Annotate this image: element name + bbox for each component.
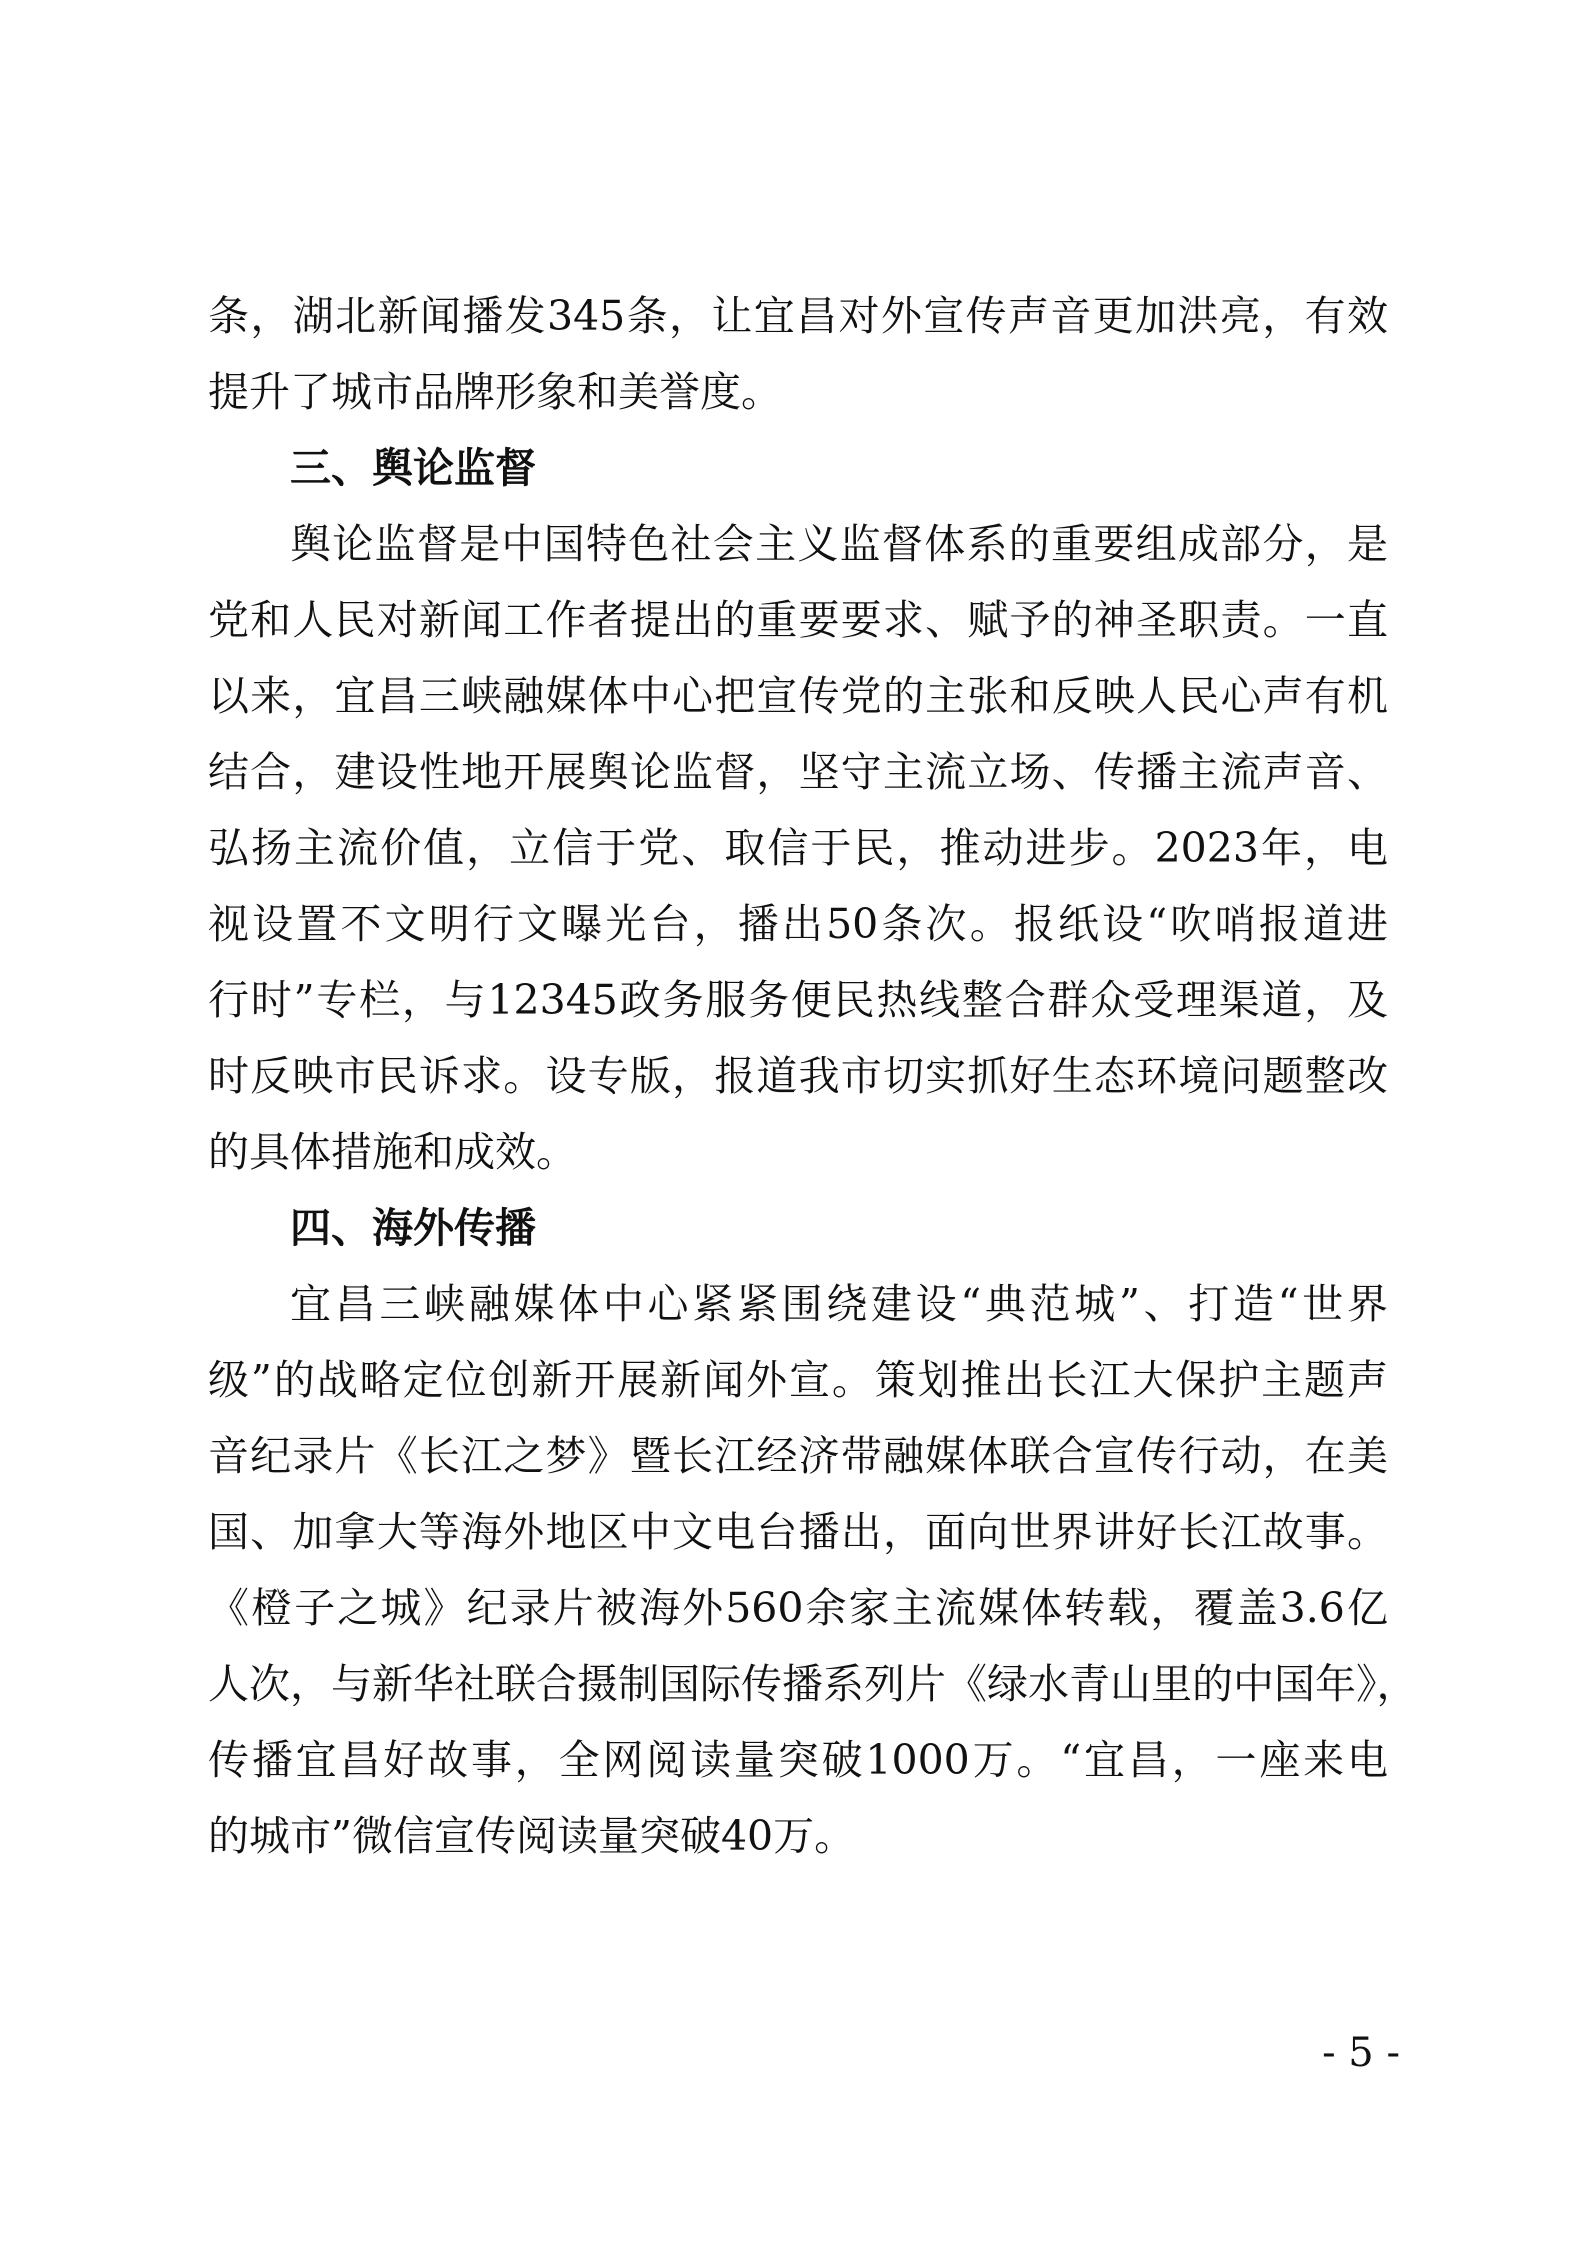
page-number: - 5 - bbox=[1322, 2030, 1400, 2076]
body-line: 党和人民对新闻工作者提出的重要要求、赋予的神圣职责。一直 bbox=[208, 596, 1388, 644]
body-line: 条，湖北新闻播发345条，让宜昌对外宣传声音更加洪亮，有效 bbox=[208, 292, 1388, 340]
body-line: 人次，与新华社联合摄制国际传播系列片《绿水青山里的中国年》， bbox=[208, 1660, 1418, 1708]
body-line: 行时”专栏，与12345政务服务便民热线整合群众受理渠道，及 bbox=[208, 976, 1388, 1024]
body-line: 的具体措施和成效。 bbox=[208, 1128, 577, 1176]
body-line: 提升了城市品牌形象和美誉度。 bbox=[208, 368, 782, 416]
document-body bbox=[208, 278, 1418, 1874]
body-line: 宜昌三峡融媒体中心紧紧围绕建设“典范城”、打造“世界 bbox=[290, 1280, 1388, 1328]
body-line: 级”的战略定位创新开展新闻外宣。策划推出长江大保护主题声 bbox=[208, 1356, 1388, 1404]
body-line: 舆论监督是中国特色社会主义监督体系的重要组成部分，是 bbox=[290, 520, 1388, 568]
body-line: 结合，建设性地开展舆论监督，坚守主流立场、传播主流声音、 bbox=[208, 748, 1388, 796]
body-line: 以来，宜昌三峡融媒体中心把宣传党的主张和反映人民心声有机 bbox=[208, 672, 1388, 720]
body-line: 弘扬主流价值，立信于党、取信于民，推动进步。2023年，电 bbox=[208, 824, 1388, 872]
section-heading-overseas-communication: 四、海外传播 bbox=[290, 1204, 536, 1252]
body-line: 视设置不文明行文曝光台，播出50条次。报纸设“吹哨报道进 bbox=[208, 900, 1388, 948]
body-line: 国、加拿大等海外地区中文电台播出，面向世界讲好长江故事。 bbox=[208, 1508, 1388, 1556]
body-line: 音纪录片《长江之梦》暨长江经济带融媒体联合宣传行动，在美 bbox=[208, 1432, 1388, 1480]
body-line: 的城市”微信宣传阅读量突破40万。 bbox=[208, 1812, 856, 1860]
section-heading-public-opinion-supervision: 三、舆论监督 bbox=[290, 444, 536, 492]
body-line: 时反映市民诉求。设专版，报道我市切实抓好生态环境问题整改 bbox=[208, 1052, 1388, 1100]
body-line: 《橙子之城》纪录片被海外560余家主流媒体转载，覆盖3.6亿 bbox=[208, 1584, 1388, 1632]
body-line: 传播宜昌好故事，全网阅读量突破1000万。“宜昌，一座来电 bbox=[208, 1736, 1388, 1784]
